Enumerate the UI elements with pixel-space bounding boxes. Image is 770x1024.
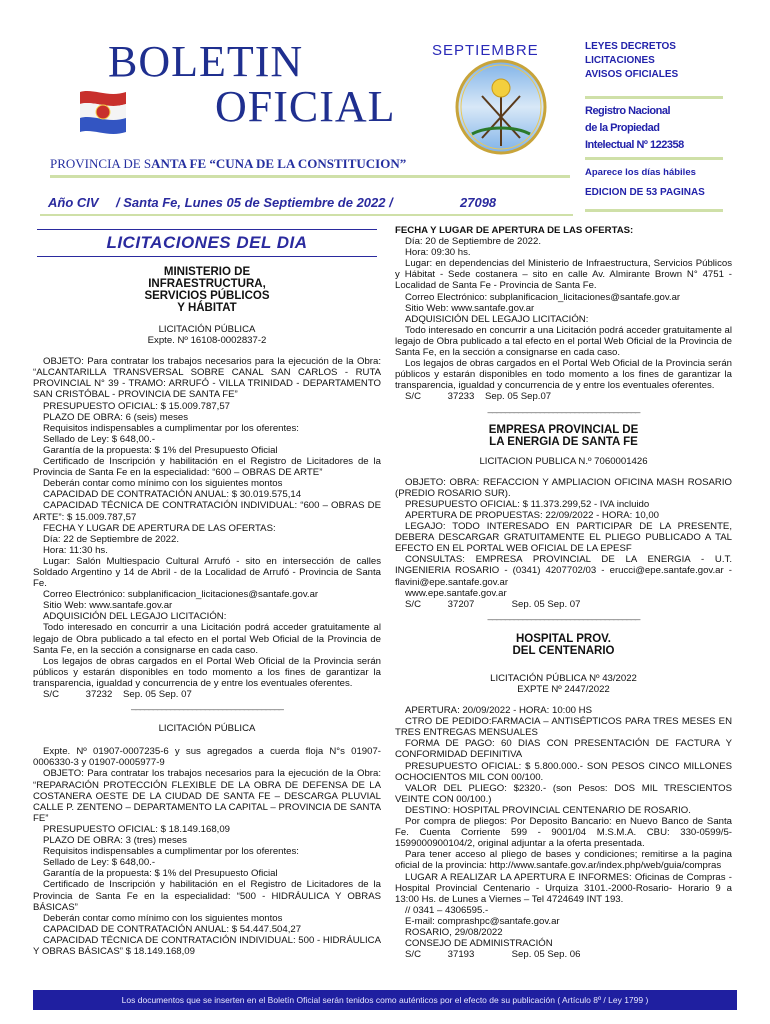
section-rule (37, 229, 377, 230)
tender-paragraph: CONSULTAS: EMPRESA PROVINCIAL DE LA ENERGIA - U.T. INGENIERIA ROSARIO - (0341) 4207702/03 - erucci@epe.santafe.gov.ar - flavini@epe.santafe.gov.ar (395, 554, 732, 588)
tender-paragraph: CAPACIDAD DE CONTRATACIÓN ANUAL: $ 54.447.504,27 (43, 923, 302, 935)
registry-info (585, 103, 684, 154)
tender-paragraph: OBJETO: Para contratar los trabajos necesarios para la ejecución de la Obra: “REPARACIÓN PROTECCIÓN FLEXIBLE DE LA OBRA DE DEFENSA DE LA COSTANERA OESTE DE LA CIUDAD DE SANTA FE – DESCARGA PLUVIAL CALLE P. ZENTENO – DEPARTAMENTO LA CAPITAL – PROVINCIA DE SANTA FE” (33, 768, 381, 824)
registry-line: de la Propiedad (585, 122, 660, 134)
tender-paragraph: Garantía de la propuesta: $ 1% del Presupuesto Oficial (43, 868, 278, 880)
tender-paragraph: PRESUPUESTO OFICIAL: $ 5.800.000.- SON PESOS CINCO MILLONES OCHOCIENTOS MIL CON 00/100. (395, 760, 732, 783)
topic-laws: LEYES DECRETOS (585, 41, 676, 52)
tender-paragraph: PRESUPUESTO OFICIAL: $ 18.149.168,09 (43, 823, 230, 835)
divider (585, 96, 723, 99)
tender-paragraph: PLAZO DE OBRA: 3 (tres) meses (43, 835, 187, 847)
issue-date: / Santa Fe, Lunes 05 de Septiembre de 2022 / (116, 195, 393, 210)
tender-paragraph: Hora: 11:30 hs. (43, 544, 108, 556)
province-motto: ANTA FE “CUNA DE LA CONSTITUCION” (151, 156, 407, 171)
section-title: LICITACIONES DEL DIA (106, 233, 308, 252)
tender-paragraph: CONSEJO DE ADMINISTRACIÓN (405, 938, 553, 950)
tender-paragraph: PLAZO DE OBRA: 6 (seis) meses (43, 411, 189, 423)
tender-expte: Expte. Nº 16108-0002837-2 (147, 335, 267, 347)
month-label: SEPTIEMBRE (432, 42, 539, 59)
org-heading (395, 633, 732, 657)
issue-year: Año CIV (48, 195, 99, 210)
divider (40, 214, 573, 216)
org-line: EMPRESA PROVINCIAL DE (488, 423, 639, 436)
tender-paragraph: ADQUISICIÓN DEL LEGAJO LICITACIÓN: (43, 611, 227, 623)
santa-fe-flag-icon (78, 88, 128, 136)
topic-notices: AVISOS OFICIALES (585, 69, 679, 80)
org-line: DEL CENTENARIO (512, 644, 615, 657)
province-line (50, 156, 406, 172)
tender-paragraph: Día: 22 de Septiembre de 2022. (43, 533, 180, 545)
tender-paragraph: APERTURA: 20/09/2022 - HORA: 10:00 HS (405, 705, 592, 717)
tender-paragraph: Certificado de Inscripción y habilitación en el Registro de Licitadores de la Provincia de Santa Fe en la especialidad: “500 - HIDRÁULICA Y OBRAS BÁSICAS” (33, 879, 381, 913)
tender-body (395, 477, 732, 599)
separator-line: ___________________________________ (487, 609, 640, 621)
tender-sc-line: S/C 37232 Sep. 05 Sep. 07 (43, 689, 192, 700)
masthead-title-boletin: BOLETIN (108, 37, 304, 86)
tender-paragraph: CAPACIDAD TÉCNICA DE CONTRATACIÓN INDIVIDUAL: “600 – OBRAS DE ARTE”: $ 15.009.787,57 (33, 500, 381, 523)
issue-number: 27098 (460, 195, 497, 210)
separator-line: ___________________________________ (131, 700, 283, 712)
topic-tenders: LICITACIONES (585, 55, 655, 66)
org-heading (395, 424, 732, 448)
tender-paragraph: Garantía de la propuesta: $ 1% del Presupuesto Oficial (43, 444, 278, 456)
topics-list (585, 40, 678, 82)
tender-paragraph: VALOR DEL PLIEGO: $2320.- (son Pesos: DOS MIL TRESCIENTOS VEINTE CON 00/100.) (395, 782, 732, 805)
org-line: Y HÁBITAT (177, 302, 237, 314)
org-line: MINISTERIO DE (163, 266, 251, 278)
masthead-title-oficial: OFICIAL (215, 82, 396, 131)
tender-paragraph: Deberán contar como mínimo con los siguientes montos (43, 478, 283, 490)
tender-paragraph: Sellado de Ley: $ 648,00.- (43, 857, 156, 869)
tender-paragraph: Lugar: en dependencias del Ministerio de Infraestructura, Servicios Públicos y Hábitat - Sede costanera – sito en calle Av. Almirante Brown N° 4751 - Localidad de Santa Fe - Provincia de Santa Fe. (395, 258, 732, 292)
org-line: HOSPITAL PROV. (515, 632, 611, 645)
tender-paragraph: Expte. Nº 01907-0007235-6 y sus agregados a cuerda floja N°s 01907-0006330-3 y 01907-0005977-9 (33, 746, 381, 769)
tender-body (33, 746, 381, 957)
org-heading (33, 266, 381, 314)
tender-paragraph: PRESUPUESTO OFICIAL: $ 15.009.787,57 (43, 400, 230, 412)
registry-line: Registro Nacional (585, 105, 671, 117)
tender-paragraph: APERTURA DE PROPUESTAS: 22/09/2022 - HORA: 10,00 (405, 509, 659, 521)
tender-paragraph: Día: 20 de Septiembre de 2022. (405, 236, 542, 248)
tender-body (395, 236, 732, 391)
tender-paragraph: Sitio Web: www.santafe.gov.ar (405, 302, 535, 314)
tender-title: LICITACIÓN PÚBLICA (158, 723, 256, 735)
tender-sc-line: S/C 37233 Sep. 05 Sep.07 (405, 391, 552, 403)
tender-paragraph: Certificado de Inscripción y habilitación en el Registro de Licitadores de la Provincia de Santa Fe en la especialidad: “600 – OBRAS DE ARTE” (33, 456, 381, 479)
divider (50, 175, 570, 178)
opening-heading: FECHA Y LUGAR DE APERTURA DE LAS OFERTAS: (395, 225, 634, 236)
tender-paragraph: Correo Electrónico: subplanificacion_licitaciones@santafe.gov.ar (43, 589, 319, 601)
business-days-note: Aparece los días hábiles (585, 167, 696, 178)
tender-paragraph: ROSARIO, 29/08/2022 (405, 926, 503, 938)
tender-paragraph: Todo interesado en concurrir a una Licitación podrá acceder gratuitamente al legajo de Obra publicado a tal efecto en el portal Web Oficial de la Provincia de Santa Fe, en la sección a consignarse en cada caso. (395, 324, 732, 359)
tender-paragraph: FECHA Y LUGAR DE APERTURA DE LAS OFERTAS: (43, 522, 276, 534)
footer-banner: Los documentos que se inserten en el Boletín Oficial serán tenidos como auténticos por el efecto de su publicación ( Artículo 8º / Ley 1799 ) (33, 990, 737, 1010)
left-column (33, 266, 381, 957)
tender-paragraph: Los legajos de obras cargados en el Portal Web Oficial de la Provincia serán públicos y estarán disponibles en todo momento a los fines de garantizar la transparencia, igualdad y concurrencia de y entre los eventuales oferentes. (33, 655, 381, 689)
tender-title: LICITACIÓN PÚBLICA (158, 324, 256, 335)
separator-line: ___________________________________ (487, 402, 640, 414)
tender-paragraph: PRESUPUESTO OFICIAL: $ 11.373.299,52 - IVA incluido (405, 498, 650, 510)
tender-paragraph: CTRO DE PEDIDO:FARMACIA – ANTISÉPTICOS PARA TRES MESES EN TRES ENTREGAS MENSUALES (395, 716, 732, 739)
tender-body (33, 356, 381, 689)
tender-paragraph: Sellado de Ley: $ 648,00.- (43, 433, 156, 445)
tender-paragraph: Correo Electrónico: subplanificacion_licitaciones@santafe.gov.ar (405, 291, 681, 303)
right-column (395, 225, 732, 960)
tender-title: LICITACIÓN PÚBLICA Nº 43/2022 (490, 672, 637, 684)
divider (585, 157, 723, 160)
tender-paragraph: Lugar: Salón Multiespacio Cultural Arrufó - sito en intersección de calles Soldado Argentino y 14 de Abril - de la Localidad de Arrufó - Provincia de Santa Fe. (33, 555, 381, 590)
registry-line: Intelectual Nº 122358 (585, 139, 684, 151)
tender-paragraph: OBJETO: OBRA: REFACCION Y AMPLIACION OFICINA MASH ROSARIO (PREDIO ROSARIO SUR). (395, 476, 732, 499)
tender-paragraph: Todo interesado en concurrir a una Licitación podrá acceder gratuitamente al legajo de Obra publicado a tal efecto en el portal Web Oficial de la Provincia de Santa Fe, en la sección a consignarse en cada caso. (33, 622, 381, 656)
tender-paragraph: www.epe.santafe.gov.ar (405, 587, 507, 599)
tender-paragraph: Deberán contar como mínimo con los siguientes montos (43, 912, 283, 924)
tender-title: LICITACION PUBLICA N.º 7060001426 (479, 455, 648, 467)
tender-paragraph: Hora: 09:30 hs. (405, 247, 471, 259)
tender-paragraph: E-mail: comprashpc@santafe.gov.ar (405, 915, 560, 927)
tender-paragraph: CAPACIDAD DE CONTRATACIÓN ANUAL: $ 30.019.575,14 (43, 489, 302, 501)
tender-paragraph: Requisitos indispensables a cumplimentar por los oferentes: (43, 422, 299, 434)
tender-paragraph: LUGAR A REALIZAR LA APERTURA E INFORMES: Oficinas de Compras -Hospital Provincial Centenario - Urquiza 3101.-2000-Rosario- Horario 9 a 13:00 Hs. de Lunes a Viernes – Tel 4724649 INT 193. (395, 871, 732, 905)
tender-sc-line: S/C 37207 Sep. 05 Sep. 07 (405, 598, 581, 610)
org-line: INFRAESTRUCTURA, (148, 278, 266, 290)
tender-paragraph: LEGAJO: TODO INTERESADO EN PARTICIPAR DE LA PRESENTE, DEBERA DESCARGAR GRATUITAMENTE EL PLIEGO PUBLICADO A TAL EFECTO EN EL PORTAL WEB OFICIAL DE LA EPESF (395, 521, 732, 555)
tender-sc-line: S/C 37193 Sep. 05 Sep. 06 (405, 949, 581, 961)
tender-paragraph: OBJETO: Para contratar los trabajos necesarios para la ejecución de la Obra: “ALCANTARILLA TRANSVERSAL SOBRE CANAL SAN CARLOS - RUTA PROVINCIAL N° 39 - TRAMO: ARRUFÓ - VILLA TRINIDAD - DEPARTAMENTO SAN CRISTÓBAL - PROVINCIA DE SANTA FE” (33, 356, 381, 401)
tender-paragraph: CAPACIDAD TÉCNICA DE CONTRATACIÓN INDIVIDUAL: 500 - HIDRÁULICA Y OBRAS BÁSICAS” $ 18.149.168,09 (33, 934, 381, 957)
tender-paragraph: // 0341 – 4306595.- (405, 904, 489, 916)
tender-expte: EXPTE Nº 2447/2022 (517, 684, 610, 695)
tender-body (395, 705, 732, 949)
tender-paragraph: DESTINO: HOSPITAL PROVINCIAL CENTENARIO DE ROSARIO. (405, 804, 691, 816)
province-prefix: PROVINCIA DE S (50, 156, 152, 171)
tender-paragraph: Por compra de pliegos: Por Deposito Bancario: en Nuevo Banco de Santa Fe. Cuenta Corriente 599 - 9001/04 M.S.M.A. CBU: 330-0599/5-1599000900104/2, original adjuntar a la oferta presentada. (395, 816, 732, 850)
tender-paragraph: Los legajos de obras cargados en el Portal Web Oficial de la Provincia serán públicos y estarán disponibles en todo momento a los fines de garantizar la transparencia, igualdad y concurrencia de y entre los eventuales oferentes. (395, 358, 732, 392)
tender-paragraph: Para tener acceso al pliego de bases y condiciones; remitirse a la pagina oficial de la provincia: http://www.santafe.gov.ar/index.php/web/guia/compras (395, 849, 732, 872)
section-rule (37, 256, 377, 257)
divider (585, 209, 723, 212)
tender-paragraph: ADQUISICIÓN DEL LEGAJO LICITACIÓN: (405, 313, 589, 325)
tender-paragraph: Sitio Web: www.santafe.gov.ar (43, 600, 173, 612)
org-line: LA ENERGIA DE SANTA FE (489, 435, 638, 448)
tender-paragraph: FORMA DE PAGO: 60 DIAS CON PRESENTACIÓN DE FACTURA Y CONFORMIDAD DEFINITIVA (395, 738, 732, 761)
tender-paragraph: Requisitos indispensables a cumplimentar por los oferentes: (43, 846, 299, 858)
org-line: SERVICIOS PÚBLICOS (144, 290, 270, 302)
edition-pages: EDICION DE 53 PAGINAS (585, 187, 705, 198)
provincial-coat-of-arms-icon (452, 58, 550, 156)
